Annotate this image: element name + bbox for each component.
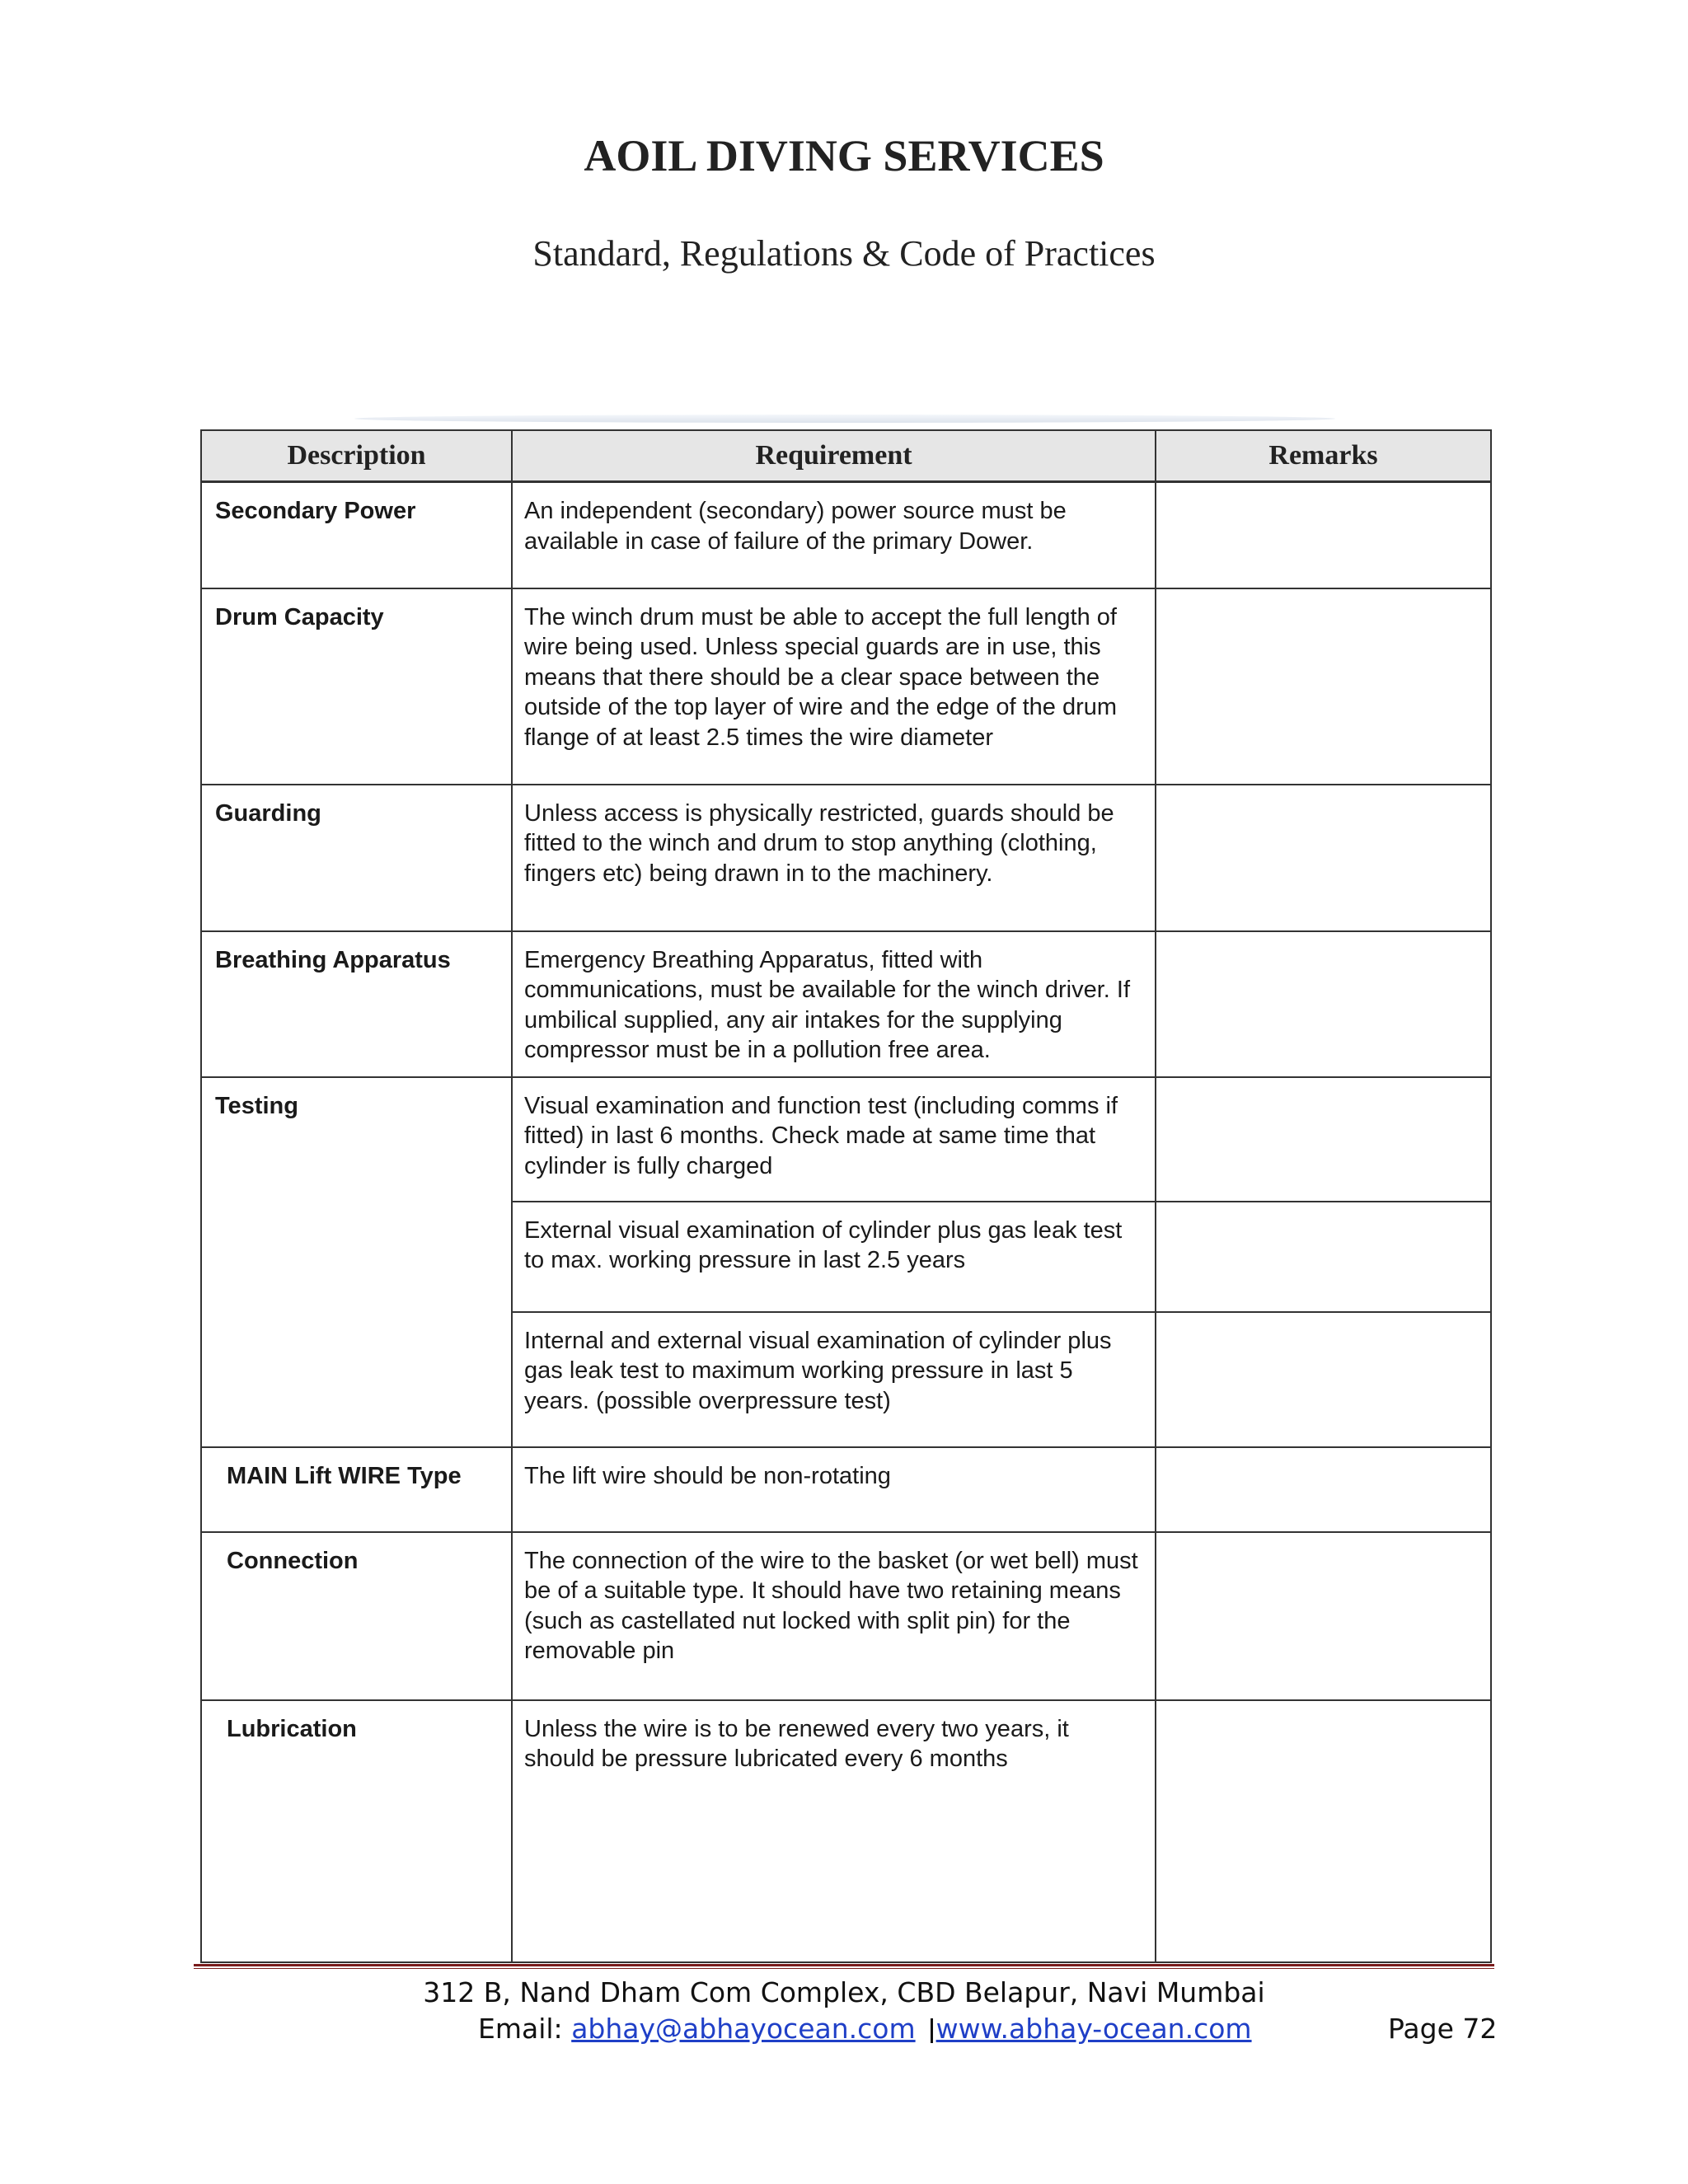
table-row (201, 1532, 1491, 1700)
description-text: Connection (227, 1547, 359, 1574)
requirement-text: The lift wire should be non-rotating (524, 1462, 891, 1489)
description-text: Testing (215, 1092, 298, 1119)
remarks-cell (1156, 1077, 1491, 1202)
footer-address: 312 B, Nand Dham Com Complex, CBD Belapur, Navi Mumbai (423, 1976, 1265, 2008)
description-text: Breathing Apparatus (215, 946, 451, 973)
requirement-text: Unless access is physically restricted, guards should be fitted to the winch and drum to stop anything (clothing, fingers etc) being drawn in to the machinery. (524, 799, 1114, 887)
description-cell (201, 785, 512, 931)
footer-divider (194, 1964, 1494, 1966)
table-row (201, 1447, 1491, 1532)
page-number: Page 72 (1388, 2013, 1498, 2045)
description-text: Guarding (215, 799, 321, 827)
requirement-text: Internal and external visual examination of cylinder plus gas leak test to maximum working pressure in last 5 years. (possible overpressure test) (524, 1327, 1112, 1414)
requirement-cell (512, 1202, 1156, 1312)
requirement-cell (512, 1077, 1156, 1202)
requirement-cell (512, 482, 1156, 588)
remarks-cell (1156, 1447, 1491, 1532)
remarks-cell (1156, 1202, 1491, 1312)
table-row (201, 785, 1491, 931)
requirement-cell (512, 1532, 1156, 1700)
remarks-cell (1156, 1700, 1491, 1962)
requirements-table (200, 429, 1492, 1963)
description-cell (201, 1077, 512, 1447)
requirement-text: Unless the wire is to be renewed every two years, it should be pressure lubricated every 6 months (524, 1715, 1069, 1772)
website-link[interactable]: www.abhay-ocean.com (935, 2013, 1252, 2045)
column-header-remarks: Remarks (1156, 430, 1491, 482)
description-text: Lubrication (227, 1715, 357, 1742)
remarks-cell (1156, 785, 1491, 931)
remarks-cell (1156, 482, 1491, 588)
text-cursor (931, 2018, 933, 2043)
requirement-cell (512, 931, 1156, 1077)
document-subtitle: Standard, Regulations & Code of Practices (532, 233, 1156, 274)
description-cell (201, 931, 512, 1077)
description-cell (201, 1447, 512, 1532)
requirement-text: The connection of the wire to the basket (or wet bell) must be of a suitable type. It should have two retaining means (such as castellated nut locked with split pin) for the removable pin (524, 1547, 1138, 1664)
requirement-cell (512, 588, 1156, 785)
email-link[interactable]: abhay@abhayocean.com (571, 2013, 916, 2045)
requirement-text: The winch drum must be able to accept the full length of wire being used. Unless special guards are in use, this means that there should be a clear space between the outside of the top layer of wire and the edge of the drum flange of at least 2.5 times the wire diameter (524, 603, 1118, 751)
requirement-cell (512, 1700, 1156, 1962)
description-text: Secondary Power (215, 498, 416, 524)
footer-contact (478, 2013, 1252, 2045)
requirement-text: External visual examination of cylinder plus gas leak test to max. working pressure in last 2.5 years (524, 1216, 1123, 1273)
requirement-text: An independent (secondary) power source must be available in case of failure of the primary Dower. (524, 498, 1067, 555)
table-row (201, 931, 1491, 1077)
description-text: MAIN Lift WIRE Type (227, 1462, 462, 1489)
description-cell (201, 1700, 512, 1962)
column-header-requirement: Requirement (512, 430, 1156, 482)
column-header-description: Description (201, 430, 512, 482)
table-header-row (201, 430, 1491, 482)
table-shadow-decoration (354, 415, 1335, 423)
description-text: Drum Capacity (215, 603, 384, 630)
email-label: Email: (478, 2013, 563, 2045)
remarks-cell (1156, 931, 1491, 1077)
requirement-text: Visual examination and function test (including comms if fitted) in last 6 months. Check made at same time that cylinder is fully charged (524, 1092, 1118, 1179)
table-row (201, 482, 1491, 588)
requirement-text: Emergency Breathing Apparatus, fitted with communications, must be available for the winch driver. If umbilical supplied, any air intakes for the supplying compressor must be in a pollution free area. (524, 946, 1130, 1063)
requirement-cell (512, 1447, 1156, 1532)
description-cell (201, 1532, 512, 1700)
description-cell (201, 482, 512, 588)
footer-divider-thin (194, 1968, 1494, 1969)
table-row (201, 588, 1491, 785)
table-row (201, 1700, 1491, 1962)
remarks-cell (1156, 1532, 1491, 1700)
requirement-cell (512, 1312, 1156, 1447)
description-cell (201, 588, 512, 785)
company-title: AOIL DIVING SERVICES (584, 131, 1104, 180)
remarks-cell (1156, 1312, 1491, 1447)
remarks-cell (1156, 588, 1491, 785)
requirement-cell (512, 785, 1156, 931)
table-row (201, 1077, 1491, 1202)
